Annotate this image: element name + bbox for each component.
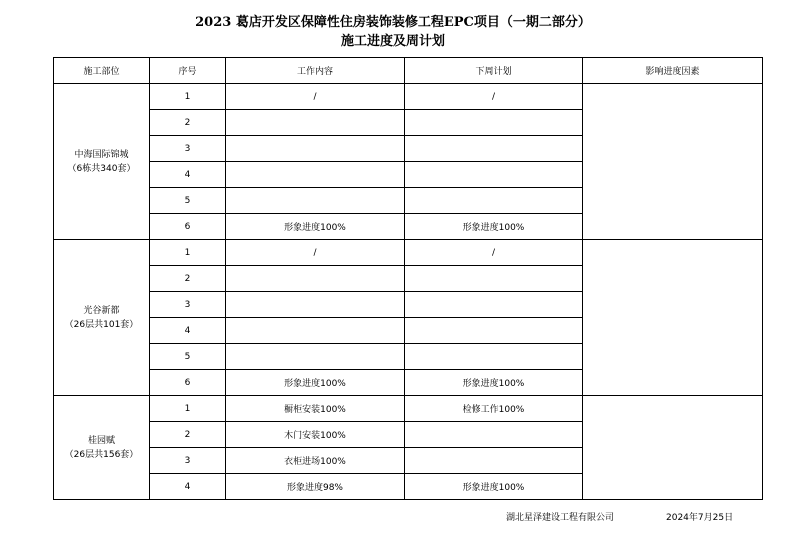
location-name: 桂园赋 <box>87 435 115 446</box>
row-number: 2 <box>150 266 226 292</box>
header-next-week-plan: 下周计划 <box>405 58 583 84</box>
document-title: 2023 葛店开发区保障性住房装饰装修工程EPC项目（一期二部分） <box>195 15 591 30</box>
location-detail: （26层共101套） <box>64 319 139 330</box>
work-content-cell: 木门安装100% <box>226 422 405 448</box>
row-number: 5 <box>150 188 226 214</box>
schedule-table <box>53 57 763 500</box>
row-number: 1 <box>150 84 226 110</box>
work-content-cell <box>226 292 405 318</box>
document-date: 2024年7月25日 <box>666 513 734 523</box>
next-week-plan-cell <box>405 162 583 188</box>
next-week-plan-cell <box>405 344 583 370</box>
work-content-cell <box>226 266 405 292</box>
next-week-plan-cell: 形象进度100% <box>405 370 583 396</box>
row-number: 1 <box>150 396 226 422</box>
row-number: 6 <box>150 214 226 240</box>
work-content-cell <box>226 318 405 344</box>
header-number: 序号 <box>150 58 226 84</box>
work-content-cell <box>226 188 405 214</box>
row-number: 1 <box>150 240 226 266</box>
work-content-cell: / <box>226 84 405 110</box>
next-week-plan-cell: / <box>405 84 583 110</box>
next-week-plan-cell: 检修工作100% <box>405 396 583 422</box>
company-name: 湖北星泽建设工程有限公司 <box>506 513 615 523</box>
next-week-plan-cell <box>405 188 583 214</box>
location-name: 中海国际锦城 <box>74 149 129 160</box>
location-cell <box>54 396 150 500</box>
next-week-plan-cell: / <box>405 240 583 266</box>
table-row <box>54 84 763 110</box>
location-cell <box>54 84 150 240</box>
work-content-cell: 形象进度100% <box>226 370 405 396</box>
table-header-row <box>54 58 763 84</box>
work-content-cell: 衣柜进场100% <box>226 448 405 474</box>
row-number: 2 <box>150 422 226 448</box>
delay-factors-cell <box>583 84 763 240</box>
work-content-cell <box>226 110 405 136</box>
header-delay-factors: 影响进度因素 <box>583 58 763 84</box>
work-content-cell: 橱柜安装100% <box>226 396 405 422</box>
work-content-cell <box>226 162 405 188</box>
document-subtitle: 施工进度及周计划 <box>340 34 445 49</box>
location-detail: （6栋共340套） <box>67 163 136 174</box>
row-number: 4 <box>150 474 226 500</box>
work-content-cell: 形象进度98% <box>226 474 405 500</box>
location-detail: （26层共156套） <box>64 449 139 460</box>
row-number: 4 <box>150 318 226 344</box>
work-content-cell: 形象进度100% <box>226 214 405 240</box>
table-row <box>54 396 763 422</box>
work-content-cell <box>226 344 405 370</box>
row-number: 6 <box>150 370 226 396</box>
header-location: 施工部位 <box>54 58 150 84</box>
location-cell <box>54 240 150 396</box>
row-number: 3 <box>150 448 226 474</box>
next-week-plan-cell: 形象进度100% <box>405 214 583 240</box>
row-number: 2 <box>150 110 226 136</box>
location-name: 光谷新都 <box>83 305 120 316</box>
delay-factors-cell <box>583 240 763 396</box>
next-week-plan-cell <box>405 266 583 292</box>
next-week-plan-cell <box>405 292 583 318</box>
next-week-plan-cell <box>405 110 583 136</box>
next-week-plan-cell <box>405 422 583 448</box>
row-number: 4 <box>150 162 226 188</box>
row-number: 3 <box>150 136 226 162</box>
work-content-cell: / <box>226 240 405 266</box>
table-row <box>54 240 763 266</box>
work-content-cell <box>226 136 405 162</box>
delay-factors-cell <box>583 396 763 500</box>
row-number: 3 <box>150 292 226 318</box>
header-work-content: 工作内容 <box>226 58 405 84</box>
row-number: 5 <box>150 344 226 370</box>
next-week-plan-cell <box>405 448 583 474</box>
next-week-plan-cell: 形象进度100% <box>405 474 583 500</box>
next-week-plan-cell <box>405 318 583 344</box>
next-week-plan-cell <box>405 136 583 162</box>
